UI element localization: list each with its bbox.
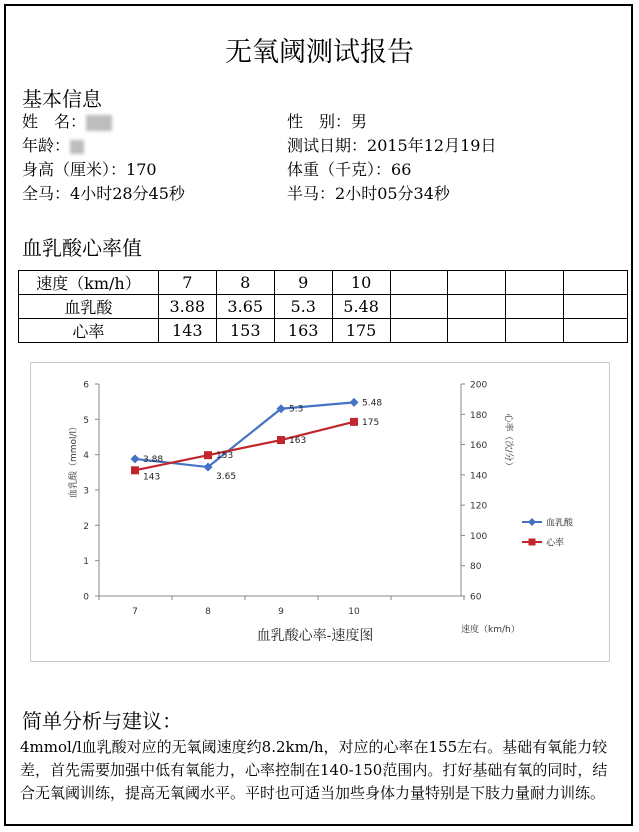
basic-info-heading: 基本信息 [22,87,102,111]
table-cell: 9 [274,271,332,295]
name-label: 姓 名： [22,112,87,131]
name-row [22,109,112,132]
data-label: 143 [143,472,161,483]
data-label: 3.88 [143,454,164,465]
y2-tick-label: 100 [470,531,488,542]
y-tick-label: 6 [83,380,89,391]
table-cell: 5.48 [332,295,390,319]
table-cell: 10 [332,271,390,295]
marathon-label: 全马： [22,184,71,203]
half-marathon-label: 半马： [287,184,336,203]
analysis-text: 4mmol/l血乳酸对应的无氧阈速度约8.2km/h，对应的心率在155左右。基础有氧能力较差，首先需要加强中低有氧能力，心率控制在140-150范围内。打好基础有氧的同时，结合无氧阈训练，提高无氧阈水平。平时也可适当加些身体力量特别是下肢力量耐力训练。 [20,738,608,802]
table-cell: 143 [158,319,216,343]
weight-value: 66 [391,160,412,179]
table-heading: 血乳酸心率值 [22,236,142,260]
table-row [19,271,628,295]
data-point [350,398,359,407]
half-marathon-row [287,181,450,204]
table-cell [506,319,564,343]
marathon-value: 4小时28分45秒 [70,184,185,203]
data-label: 5.48 [362,398,383,409]
y-tick-label: 0 [83,592,89,603]
name-redacted [86,115,112,131]
x-tick-label: 10 [348,607,360,617]
table-cell [390,295,448,319]
data-point [350,418,358,426]
table-cell: 153 [216,319,274,343]
legend-marker [529,539,536,546]
x-axis-title: 速度（km/h） [461,625,520,635]
report-title: 无氧阈测试报告 [225,37,414,68]
x-tick-label: 9 [278,607,284,617]
y2-tick-label: 140 [470,471,488,482]
table-cell [564,295,628,319]
half-marathon-value: 2小时05分34秒 [335,184,450,203]
data-label: 163 [289,436,307,447]
table-cell [564,271,628,295]
row-label: 血乳酸 [19,295,159,319]
y-tick-label: 4 [83,451,89,462]
table-cell: 8 [216,271,274,295]
y2-axis-title: 心率（次/分） [503,413,513,471]
y2-tick-label: 200 [470,380,488,391]
table-cell: 163 [274,319,332,343]
table-cell [448,319,506,343]
age-redacted [70,140,84,154]
legend-label: 心率 [546,538,565,549]
table-cell: 7 [158,271,216,295]
data-point [204,451,212,459]
lactate-hr-table [18,270,628,343]
table-row [19,319,628,343]
chart-title: 血乳酸心率-速度图 [256,628,374,644]
y-tick-label: 5 [83,415,89,426]
y2-tick-label: 120 [470,501,488,512]
data-label: 3.65 [216,472,237,483]
table-cell [390,319,448,343]
age-label: 年龄： [22,136,71,155]
table-cell: 3.65 [216,295,274,319]
lactate-hr-speed-chart [30,362,610,662]
y2-tick-label: 80 [470,562,482,573]
y-tick-label: 2 [83,521,89,532]
gender-label: 性 别： [287,112,352,131]
table-cell: 5.3 [274,295,332,319]
marathon-row [22,181,185,204]
x-tick-label: 8 [205,607,211,617]
test-date-value: 2015年12月19日 [367,136,497,155]
gender-value: 男 [351,112,368,131]
y-axis-title: 血乳酸（mmol/l） [69,421,79,499]
gender-row [287,109,367,132]
legend-marker [528,518,536,526]
table-cell: 3.88 [158,295,216,319]
data-point [131,466,139,474]
test-date-label: 测试日期： [287,136,368,155]
table-cell [564,319,628,343]
height-row [22,157,157,180]
data-label: 5.3 [289,404,304,415]
data-point [131,454,140,463]
row-label: 心率 [19,319,159,343]
data-point [277,436,285,444]
x-tick-label: 7 [132,607,138,617]
y2-tick-label: 180 [470,410,488,421]
series-line-0 [135,402,354,467]
analysis-heading: 简单分析与建议： [22,709,182,733]
y-tick-label: 3 [83,486,89,497]
data-label: 153 [216,451,234,462]
legend-label: 血乳酸 [546,518,574,529]
y-tick-label: 1 [83,557,89,568]
y2-tick-label: 160 [470,441,488,452]
test-date-row [287,133,496,156]
height-value: 170 [126,160,157,179]
table-row [19,295,628,319]
table-cell [448,271,506,295]
table-cell: 175 [332,319,390,343]
height-label: 身高（厘米）： [22,160,127,179]
row-label: 速度（km/h） [19,271,159,295]
table-cell [506,295,564,319]
age-row [22,133,84,156]
table-cell [448,295,506,319]
data-label: 175 [362,417,380,428]
weight-row [287,157,411,180]
series-line-1 [135,422,354,470]
table-cell [390,271,448,295]
weight-label: 体重（千克）： [287,160,392,179]
y2-tick-label: 60 [470,592,482,603]
table-cell [506,271,564,295]
